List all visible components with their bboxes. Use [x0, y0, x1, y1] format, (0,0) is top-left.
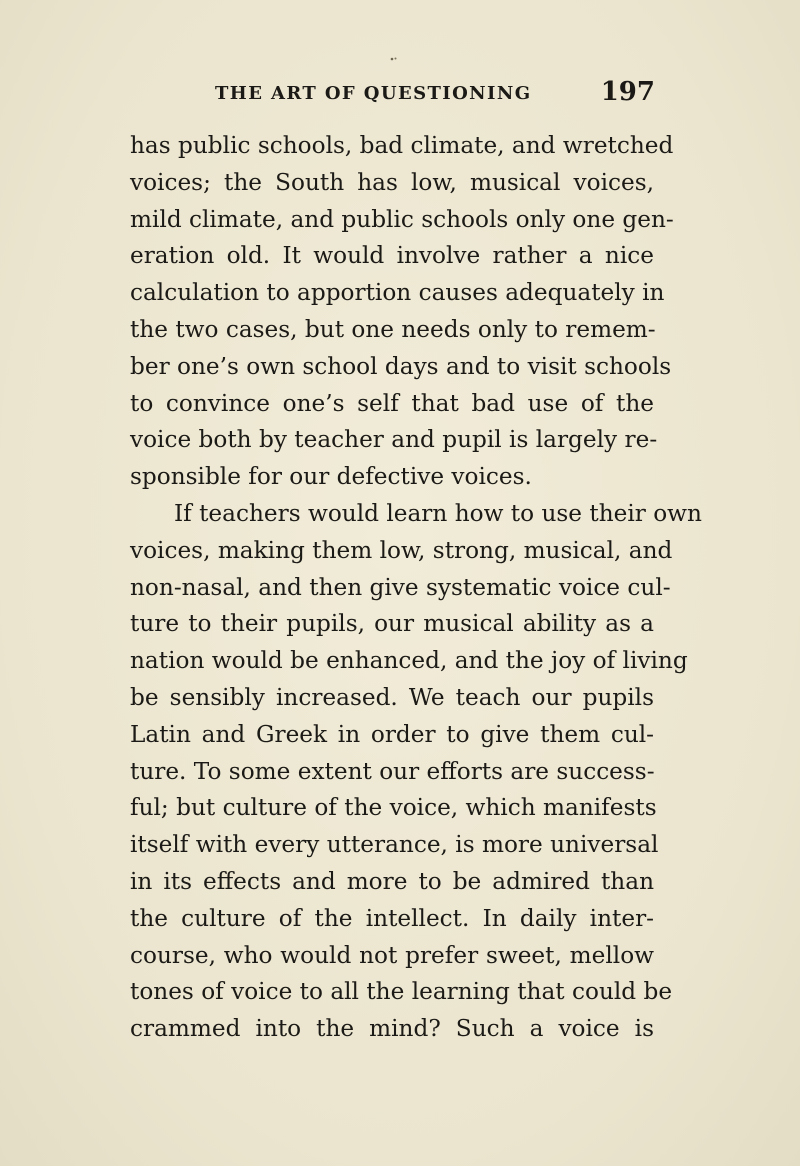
- text-line: Latin and Greek in order to give them cul-: [130, 720, 654, 748]
- body-text: [130, 128, 702, 1048]
- text-line: ber one’s own school days and to visit schools: [130, 352, 672, 380]
- text-line: voice both by teacher and pupil is largely re-: [130, 426, 658, 454]
- running-head: [215, 77, 655, 111]
- text-line: has public schools, bad climate, and wretched: [130, 132, 674, 159]
- text-line: be sensibly increased. We teach our pupils: [130, 683, 654, 711]
- text-line: ture to their pupils, our musical ability as a: [130, 610, 654, 638]
- text-line: voices, making them low, strong, musical, and: [130, 536, 673, 564]
- paragraph-end-line: sponsible for our defective voices.: [130, 463, 532, 491]
- text-line: voices; the South has low, musical voices,: [130, 168, 654, 196]
- text-line: itself with every utterance, is more universal: [130, 831, 659, 859]
- text-line: ful; but culture of the voice, which manifests: [130, 794, 657, 822]
- text-line: calculation to apportion causes adequately in: [130, 279, 665, 307]
- text-line: nation would be enhanced, and the joy of living: [130, 647, 688, 675]
- text-line: the two cases, but one needs only to remem-: [130, 315, 656, 343]
- page-number: 197: [600, 77, 655, 107]
- text-line: crammed into the mind? Such a voice is: [130, 1015, 654, 1043]
- text-line: course, who would not prefer sweet, mellow: [130, 941, 654, 969]
- text-line: in its effects and more to be admired than: [130, 867, 654, 895]
- text-line: to convince one’s self that bad use of the: [130, 389, 654, 417]
- text-line: tones of voice to all the learning that could be: [130, 978, 673, 1006]
- paragraph-start-line: If teachers would learn how to use their own: [174, 499, 702, 527]
- text-line: eration old. It would involve rather a nice: [130, 242, 654, 270]
- text-line: non-nasal, and then give systematic voice cul-: [130, 573, 671, 601]
- running-title: THE ART OF QUESTIONING: [215, 83, 532, 104]
- text-line: the culture of the intellect. In daily inter-: [130, 904, 654, 932]
- text-line: mild climate, and public schools only one gen-: [130, 205, 674, 233]
- ink-speck-icon: [390, 56, 398, 62]
- text-line: ture. To some extent our efforts are success-: [130, 757, 655, 785]
